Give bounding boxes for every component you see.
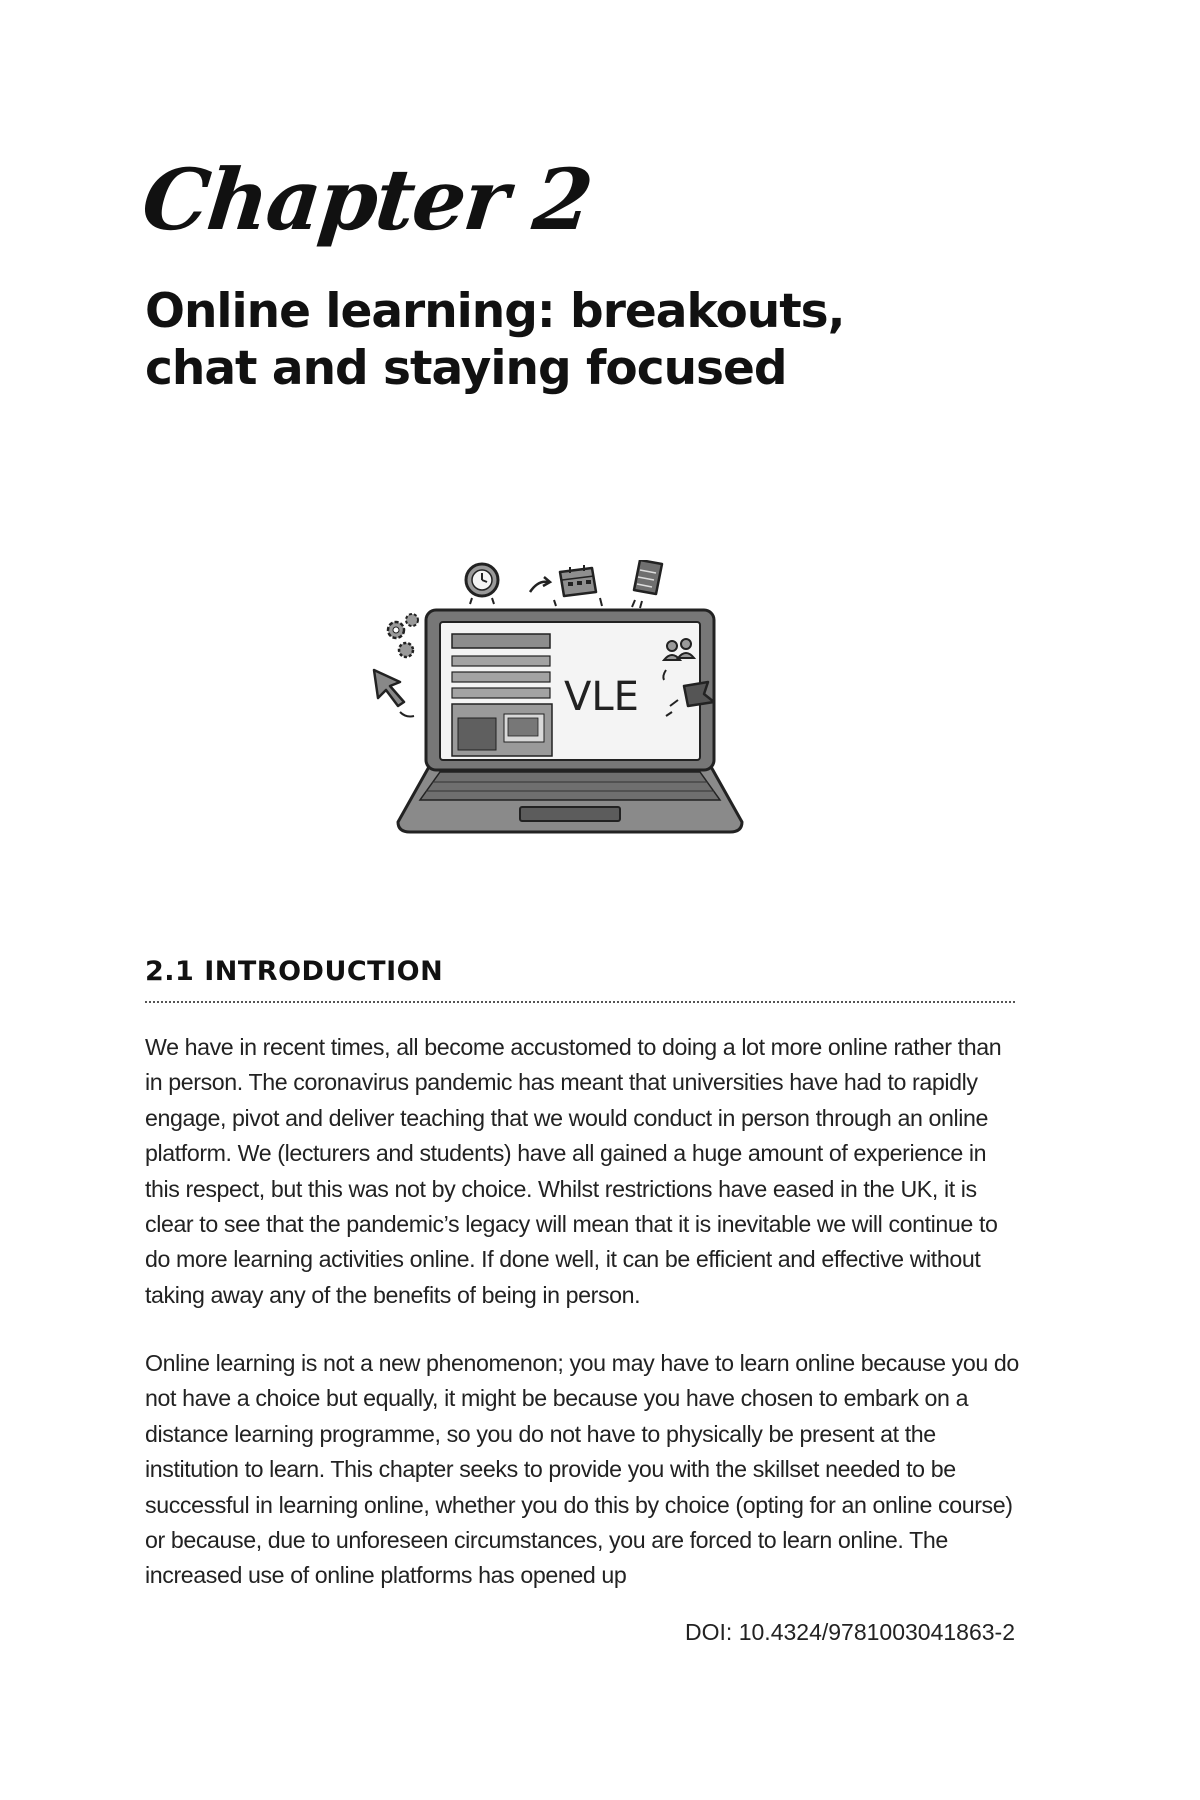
chapter-title-line-2: chat and staying focused xyxy=(145,341,787,396)
doi-footer: DOI: 10.4324/9781003041863-2 xyxy=(685,1619,1015,1645)
document-icon xyxy=(632,560,662,608)
section-heading: 2.1 INTRODUCTION xyxy=(145,956,444,987)
vle-screen-text: VLE xyxy=(564,674,639,720)
cursor-arrow-icon xyxy=(374,670,414,717)
calendar-icon xyxy=(560,565,596,596)
body-paragraph-1: We have in recent times, all become accustomed to doing a lot more online rather than in person. The coronavirus pandemic has meant that universities have had to rapidly engage, pivot and deliver teaching that we would conduct in person through an online platform. We (lecturers and students) have all gained a huge amount of experience in this respect, but this was not by choice. Whilst restrictions have eased in the UK, it is clear to see that the pandemic’s legacy will mean that it is inevitable we will continue to do more learning activities online. If done well, it can be efficient and effective without taking away any of the benefits of being in person. xyxy=(145,1034,1002,1308)
body-paragraph-2: Online learning is not a new phenomenon; you may have to learn online because you do not have a choice but equally, it might be because you have chosen to embark on a distance learning programme, so you do not have to physically be present at the institution to learn. This chapter seeks to provide you with the skillset needed to be successful in learning online, whether you do this by choice (opting for an online course) or because, due to unforeseen circumstances, you are forced to learn online. The increased use of online platforms has opened up xyxy=(145,1350,1019,1589)
clock-icon xyxy=(466,564,498,604)
chapter-label: Chapter 2 xyxy=(137,150,596,249)
vle-laptop-illustration xyxy=(370,560,770,860)
chapter-title-line-1: Online learning: breakouts, xyxy=(145,284,845,339)
section-divider xyxy=(145,1001,1015,1003)
gears-icon xyxy=(388,614,418,657)
chapter-title xyxy=(145,283,1045,397)
